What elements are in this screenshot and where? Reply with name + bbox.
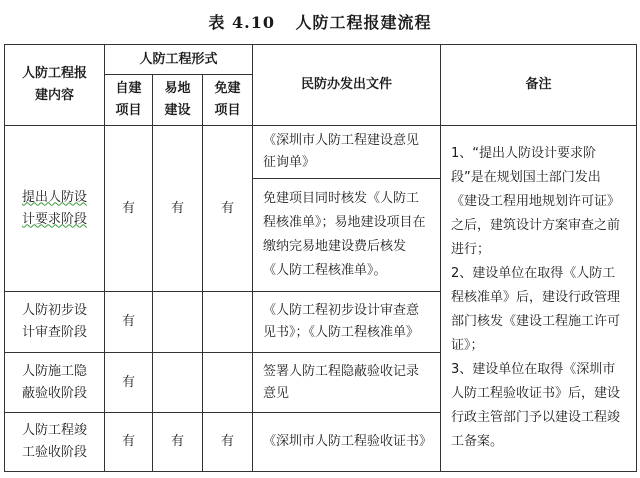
easy-site-cell bbox=[153, 352, 203, 413]
easy-site-cell: 有 bbox=[153, 413, 203, 472]
document-cell: 《人防工程初步设计审查意见书》；《人防工程核准单》 bbox=[253, 292, 441, 353]
remark-item: 2、建设单位在取得《人防工程核准单》后，建设行政管理部门核发《建设工程施工许可证》； bbox=[451, 266, 621, 354]
header-self-build: 自建项目 bbox=[105, 75, 153, 125]
header-remarks: 备注 bbox=[441, 45, 637, 126]
table-number: 表 4.10 bbox=[208, 13, 275, 32]
header-exempt: 免建项目 bbox=[203, 75, 253, 125]
table-title bbox=[0, 10, 640, 33]
exempt-cell bbox=[203, 292, 253, 353]
procedure-table bbox=[4, 44, 637, 472]
stage-cell: 人防初步设计审查阶段 bbox=[5, 292, 105, 353]
stage-label: 提出人防设计要求阶段 bbox=[21, 189, 87, 227]
header-form-group: 人防工程形式 bbox=[105, 45, 253, 75]
stage-cell: 人防工程竣工验收阶段 bbox=[5, 413, 105, 472]
header-easy-site: 易地建设 bbox=[153, 75, 203, 125]
header-stage: 人防工程报建内容 bbox=[5, 45, 105, 126]
self-build-cell: 有 bbox=[105, 413, 153, 472]
document-cell: 免建项目同时核发《人防工程核准单》；易地建设项目在缴纳完易地建设费后核发《人防工程核准单》。 bbox=[253, 179, 441, 292]
table-title-text: 人防工程报建流程 bbox=[295, 13, 432, 32]
remark-item: 1、“提出人防设计要求阶段”是在规划国土部门发出《建设工程用地规划许可证》之后，建筑设计方案审查之前进行； bbox=[451, 146, 621, 258]
self-build-cell: 有 bbox=[105, 292, 153, 353]
document-cell: 签署人防工程隐蔽验收记录意见 bbox=[253, 352, 441, 413]
stage-cell bbox=[5, 125, 105, 292]
exempt-cell bbox=[203, 352, 253, 413]
stage-cell: 人防施工隐蔽验收阶段 bbox=[5, 352, 105, 413]
remark-item: 3、建设单位在取得《深圳市人防工程验收证书》后，建设行政主管部门予以建设工程竣工备案。 bbox=[451, 362, 621, 450]
self-build-cell: 有 bbox=[105, 125, 153, 292]
remarks-cell bbox=[441, 125, 637, 471]
document-cell: 《深圳市人防工程建设意见征询单》 bbox=[253, 125, 441, 179]
document-cell: 《深圳市人防工程验收证书》 bbox=[253, 413, 441, 472]
exempt-cell: 有 bbox=[203, 413, 253, 472]
easy-site-cell: 有 bbox=[153, 125, 203, 292]
easy-site-cell bbox=[153, 292, 203, 353]
exempt-cell: 有 bbox=[203, 125, 253, 292]
self-build-cell: 有 bbox=[105, 352, 153, 413]
header-documents: 民防办发出文件 bbox=[253, 45, 441, 126]
